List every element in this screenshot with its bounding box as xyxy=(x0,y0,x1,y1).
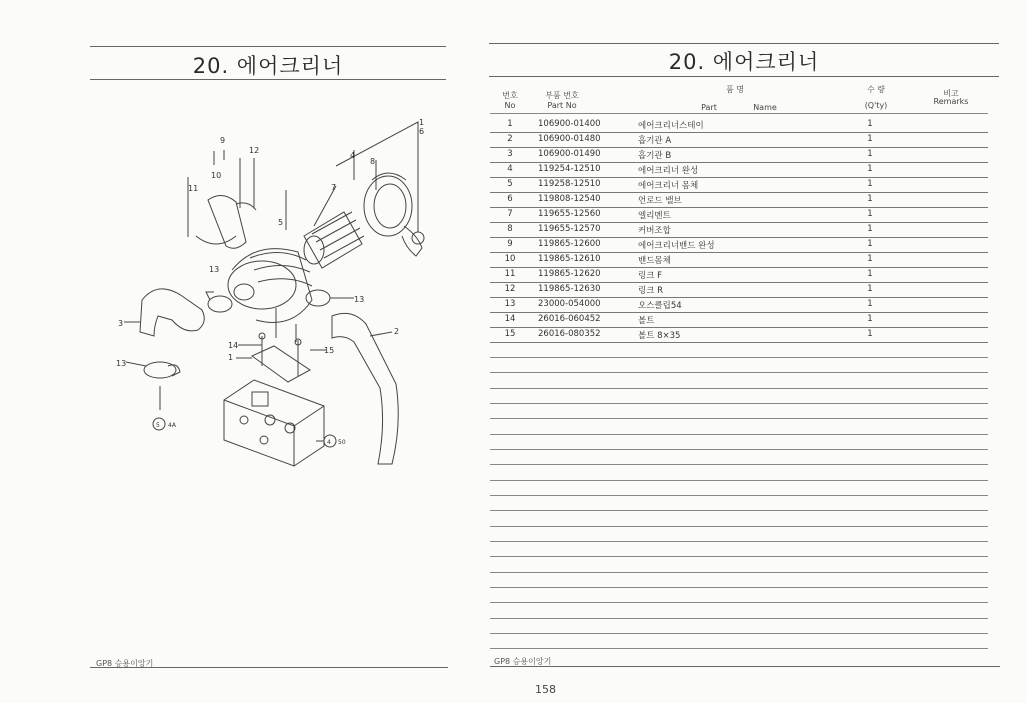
svg-text:15: 15 xyxy=(324,346,335,355)
svg-text:4: 4 xyxy=(327,439,331,446)
footer-rule xyxy=(90,667,448,668)
header-qty-en: (Q'ty) xyxy=(864,101,888,110)
left-page-title: 20. 에어크리너 xyxy=(192,54,344,78)
table-row: 10 119865-12610 밴드몸체 1 xyxy=(490,252,988,268)
right-page-footer: GP8 승용이앙기 xyxy=(494,657,552,666)
header-part-no-kr: 부품 번호 xyxy=(545,91,579,100)
header-remarks-en: Remarks xyxy=(933,97,969,106)
svg-text:3: 3 xyxy=(118,319,124,328)
footer-rule xyxy=(490,666,1000,667)
table-row: 11 119865-12620 링크 F 1 xyxy=(490,267,988,283)
svg-text:5: 5 xyxy=(156,422,160,429)
table-row: 8 119655-12570 커버조합 1 xyxy=(490,222,988,238)
table-row: 13 23000-054000 오스클립54 1 xyxy=(490,297,988,313)
header-rule xyxy=(490,113,988,114)
header-qty-kr: 수 량 xyxy=(867,85,885,94)
header-no-en: No xyxy=(504,101,516,110)
svg-text:4A: 4A xyxy=(168,422,176,429)
svg-text:13: 13 xyxy=(116,359,127,368)
table-row: 6 119808-12540 언로드 밸브 1 xyxy=(490,192,988,208)
table-row: 2 106900-01480 흡기관 A 1 xyxy=(490,132,988,148)
svg-text:2: 2 xyxy=(394,327,400,336)
svg-text:5: 5 xyxy=(278,218,284,227)
air-cleaner-stay-part xyxy=(252,346,310,382)
header-part-no-en: Part No xyxy=(547,101,577,110)
svg-text:6: 6 xyxy=(419,127,425,136)
title-top-rule xyxy=(489,43,999,44)
right-page xyxy=(480,0,1027,703)
table-row: 15 26016-080352 볼트 8×35 1 xyxy=(490,327,988,343)
hose-clip-part xyxy=(208,296,232,312)
right-page-title: 20. 에어크리너 xyxy=(668,50,820,74)
header-name-en-part: Part xyxy=(701,103,717,112)
svg-text:4: 4 xyxy=(350,151,356,160)
header-name-kr: 품 명 xyxy=(726,85,744,94)
table-row: 9 119865-12600 에어크리너밴드 완성 1 xyxy=(490,237,988,253)
header-remarks-kr: 비고 xyxy=(943,89,959,98)
svg-text:10: 10 xyxy=(211,171,222,180)
svg-text:13: 13 xyxy=(354,295,365,304)
exploded-parts-diagram xyxy=(0,0,480,703)
table-row: 12 119865-12630 링크 R 1 xyxy=(490,282,988,298)
svg-text:12: 12 xyxy=(249,146,260,155)
left-page xyxy=(0,0,480,703)
svg-text:1: 1 xyxy=(228,353,234,362)
svg-text:14: 14 xyxy=(228,341,239,350)
svg-text:9: 9 xyxy=(220,136,226,145)
svg-text:1: 1 xyxy=(419,118,425,127)
table-row: 3 106900-01490 흡기관 B 1 xyxy=(490,147,988,163)
svg-text:11: 11 xyxy=(188,184,199,193)
svg-text:13: 13 xyxy=(209,265,220,274)
table-row: 5 119258-12510 에어크리너 몸체 1 xyxy=(490,177,988,193)
svg-text:50: 50 xyxy=(338,439,346,446)
table-row: 4 119254-12510 에어크리너 완성 1 xyxy=(490,162,988,178)
title-bottom-rule xyxy=(489,76,999,77)
header-no-kr: 번호 xyxy=(502,91,518,100)
header-name-en-name: Name xyxy=(753,103,777,112)
intake-pipe-b-part xyxy=(140,289,204,336)
table-row: 7 119655-12560 엘리멘트 1 xyxy=(490,207,988,223)
svg-text:7: 7 xyxy=(331,183,337,192)
svg-text:8: 8 xyxy=(370,157,376,166)
table-row: 1 106900-01400 에어크리너스테이 1 xyxy=(490,117,988,133)
element-part xyxy=(304,212,362,268)
left-page-footer: GP8 승용이앙기 xyxy=(96,659,154,668)
page-number: 158 xyxy=(535,683,556,696)
table-row: 14 26016-060452 볼트 1 xyxy=(490,312,988,328)
